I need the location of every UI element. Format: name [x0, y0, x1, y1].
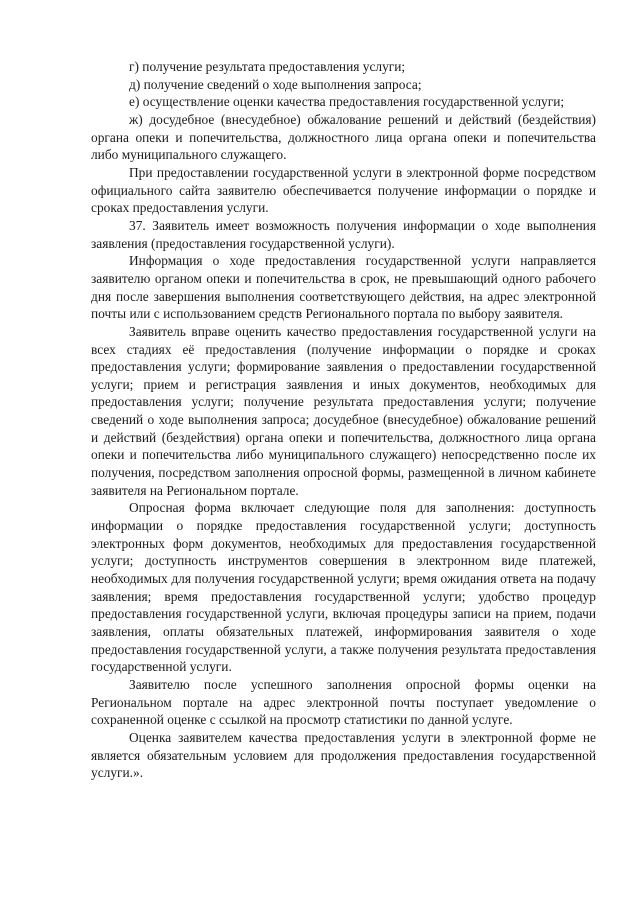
paragraph-item-e: е) осуществление оценки качества предоставления государственной услуги; [129, 94, 565, 110]
paragraph-item-d: д) получение сведений о ходе выполнения запроса; [129, 76, 422, 92]
paragraph-notification: Заявителю после успешного заполнения опросной формы оценки на Региональном портале на адрес электронной почты поступает уведомление о сохраненной оценке с ссылкой на просмотр статистики по данной услуге. [91, 676, 596, 728]
paragraph-clause-37: 37. Заявитель имеет возможность получения информации о ходе выполнения заявления (предоставления государственной услуги). [91, 217, 596, 251]
paragraph-status-info: Информация о ходе предоставления государственной услуги направляется заявителю органом опеки и попечительства в срок, не превышающий одного рабочего дня после завершения выполнения соответствующего действия, на адрес электронной почты или с использованием средств Регионального портала по выбору заявителя. [91, 253, 596, 322]
paragraph-quality-rating: Заявитель вправе оценить качество предоставления государственной услуги на всех стадиях её предоставления (получение информации о порядке и сроках предоставления услуги; формирование заявления о предоставлении государственной услуги; прием и регистрация заявления и иных документов, необходимых для предоставления услуги; получение результата предоставления услуги; получение сведений о ходе выполнения запроса; досудебное (внесудебное) обжалование решений и действий (бездействия) органа опеки и попечительства, должностного лица органа опеки и попечительства либо муниципального служащего) непосредственно после их получения, посредством заполнения опросной формы, размещенной в личном кабинете заявителя на Региональном портале. [91, 323, 596, 498]
paragraph-electronic-form: При предоставлении государственной услуги в электронной форме посредством официального сайта заявителю обеспечивается получение информации о порядке и сроках предоставления услуги. [91, 164, 596, 216]
paragraph-item-g: г) получение результата предоставления услуги; [129, 59, 406, 74]
paragraph-item-zh: ж) досудебное (внесудебное) обжалование решений и действий (бездействия) органа опеки и попечительства, должностного лица органа опеки и попечительства либо муниципального служащего. [91, 111, 596, 163]
paragraph-optional-rating: Оценка заявителем качества предоставления услуги в электронной форме не является обязательным условием для продолжения предоставления государственной услуги.». [91, 729, 596, 781]
paragraph-survey-form: Опросная форма включает следующие поля для заполнения: доступность информации о порядке предоставления государственной услуги; доступность электронных форм документов, необходимых для предоставления государственной услуги; доступность инструментов совершения в электронном виде платежей, необходимых для получения государственной услуги; время ожидания ответа на подачу заявления; время предоставления государственной услуги; удобство процедур предоставления государственной услуги, включая процедуры записи на прием, подачи заявления, оплаты обязательных платежей, информирования заявителя о ходе предоставления государственной услуги, а также получения результата предоставления государственной услуги. [91, 500, 596, 675]
document-body [91, 58, 596, 782]
